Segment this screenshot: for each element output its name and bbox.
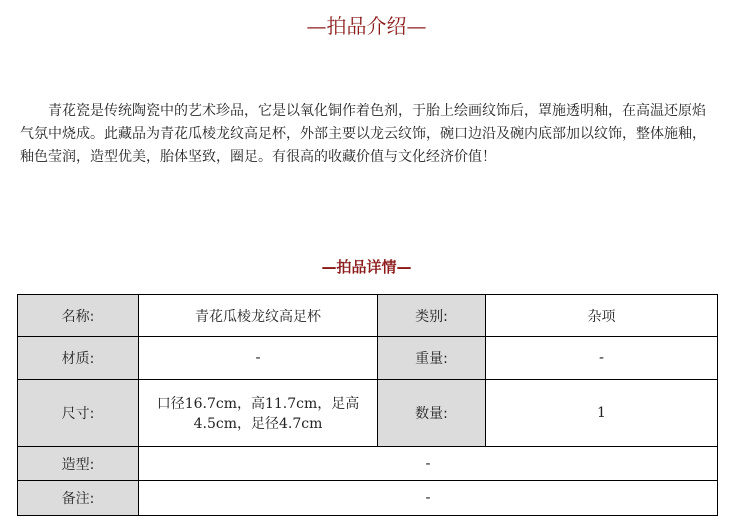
table-row xyxy=(18,447,718,481)
shape-value: - xyxy=(139,447,718,481)
weight-value: - xyxy=(486,337,718,380)
category-label: 类别: xyxy=(378,295,486,337)
table-row xyxy=(18,337,718,380)
note-value: - xyxy=(139,481,718,516)
name-label: 名称: xyxy=(18,295,139,337)
material-value: - xyxy=(139,337,378,380)
material-label: 材质: xyxy=(18,337,139,380)
table-row xyxy=(18,481,718,516)
quantity-value: 1 xyxy=(486,380,718,447)
quantity-label: 数量: xyxy=(378,380,486,447)
table-row xyxy=(18,380,718,447)
section-title-details: —拍品详情— xyxy=(321,258,412,276)
table-row xyxy=(18,295,718,337)
name-value: 青花瓜棱龙纹高足杯 xyxy=(139,295,378,337)
weight-label: 重量: xyxy=(378,337,486,380)
section-title-intro: —拍品介绍— xyxy=(306,14,427,38)
size-value: 口径16.7cm，高11.7cm，足高4.5cm，足径4.7cm xyxy=(139,380,378,447)
intro-paragraph: 青花瓷是传统陶瓷中的艺术珍品，它是以氧化铜作着色剂，于胎上绘画纹饰后，罩施透明釉，在高温还原焰气氛中烧成。此藏品为青花瓜棱龙纹高足杯，外部主要以龙云纹饰，碗口边沿及碗内底部加以纹饰，整体施釉，釉色莹润，造型优美，胎体坚致，圈足。有很高的收藏价值与文化经济价值！ xyxy=(20,103,706,165)
size-label: 尺寸: xyxy=(18,380,139,447)
shape-label: 造型: xyxy=(18,447,139,481)
category-value: 杂项 xyxy=(486,295,718,337)
note-label: 备注: xyxy=(18,481,139,516)
details-table xyxy=(17,294,718,516)
